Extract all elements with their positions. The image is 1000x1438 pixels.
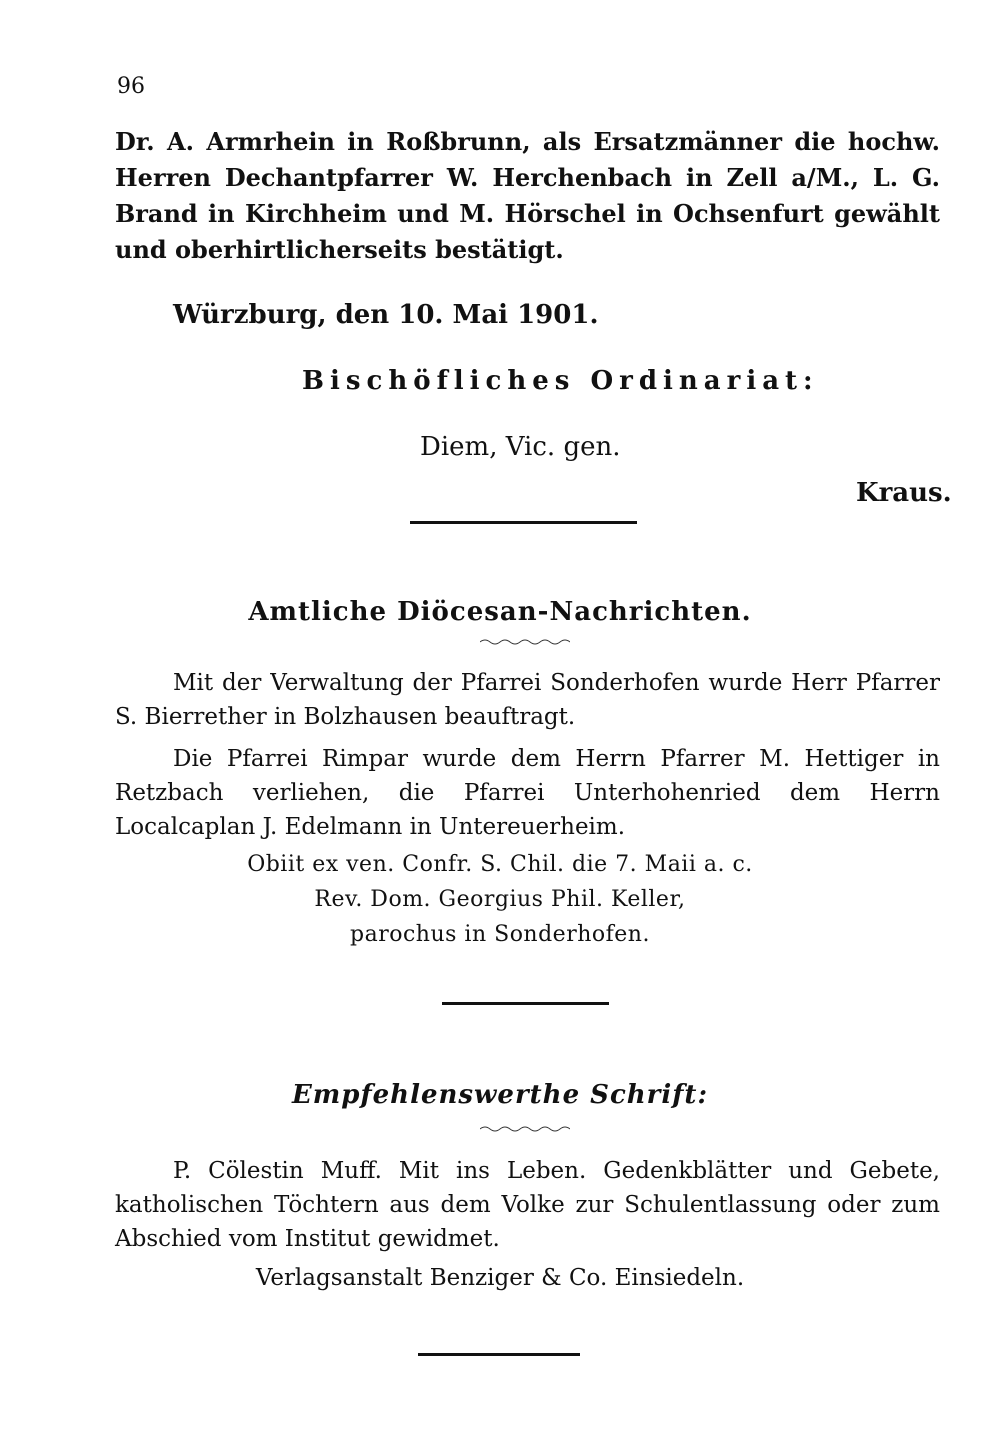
ornament-squiggle xyxy=(480,638,570,646)
section-divider xyxy=(418,1353,580,1356)
paragraph-verwaltung: Mit der Verwaltung der Pfarrei Sonderhofen wurde Herr Pfarrer S. Bierrether in Bolzhausen beauftragt. xyxy=(115,670,940,730)
signature-vicar: Diem, Vic. gen. xyxy=(420,432,621,462)
paragraph-pfarrei-rimpar: Die Pfarrei Rimpar wurde dem Herrn Pfarrer M. Hettiger in Retzbach verliehen, die Pfarrei Unterhohenried dem Herrn Localcaplan J. Edelmann in Untereuerheim. xyxy=(115,746,940,840)
paragraph-book-recommendation: P. Cölestin Muff. Mit ins Leben. Gedenkblätter und Gebete, katholischen Töchtern aus dem Volke zur Schulentlassung oder zum Abschied vom Institut gewidmet. xyxy=(115,1158,940,1252)
obituary-line-2: Rev. Dom. Georgius Phil. Keller, xyxy=(314,887,686,912)
ornament-squiggle xyxy=(480,1125,570,1133)
publisher-line: Verlagsanstalt Benziger & Co. Einsiedeln. xyxy=(255,1265,745,1291)
section-heading-schrift: Empfehlenswerthe Schrift: xyxy=(291,1080,709,1110)
section-heading-nachrichten: Amtliche Diöcesan-Nachrichten. xyxy=(248,597,752,627)
dateline: Würzburg, den 10. Mai 1901. xyxy=(173,300,599,330)
obituary-line-1: Obiit ex ven. Confr. S. Chil. die 7. Maii a. c. xyxy=(247,852,753,877)
intro-paragraph: Dr. A. Armrhein in Roßbrunn, als Ersatzmänner die hochw. Herren Dechantpfarrer W. Herchenbach in Zell a/M., L. G. Brand in Kirchheim und M. Hörschel in Ochsenfurt gewählt und oberhirtlicherseits bestätigt. xyxy=(115,127,940,264)
page-number: 96 xyxy=(117,74,145,99)
obituary-line-3: parochus in Sonderhofen. xyxy=(350,922,650,947)
section-divider xyxy=(410,521,637,524)
section-divider xyxy=(442,1002,609,1005)
signature-kraus: Kraus. xyxy=(856,478,952,508)
authority-line: Bischöfliches Ordinariat: xyxy=(302,366,819,396)
